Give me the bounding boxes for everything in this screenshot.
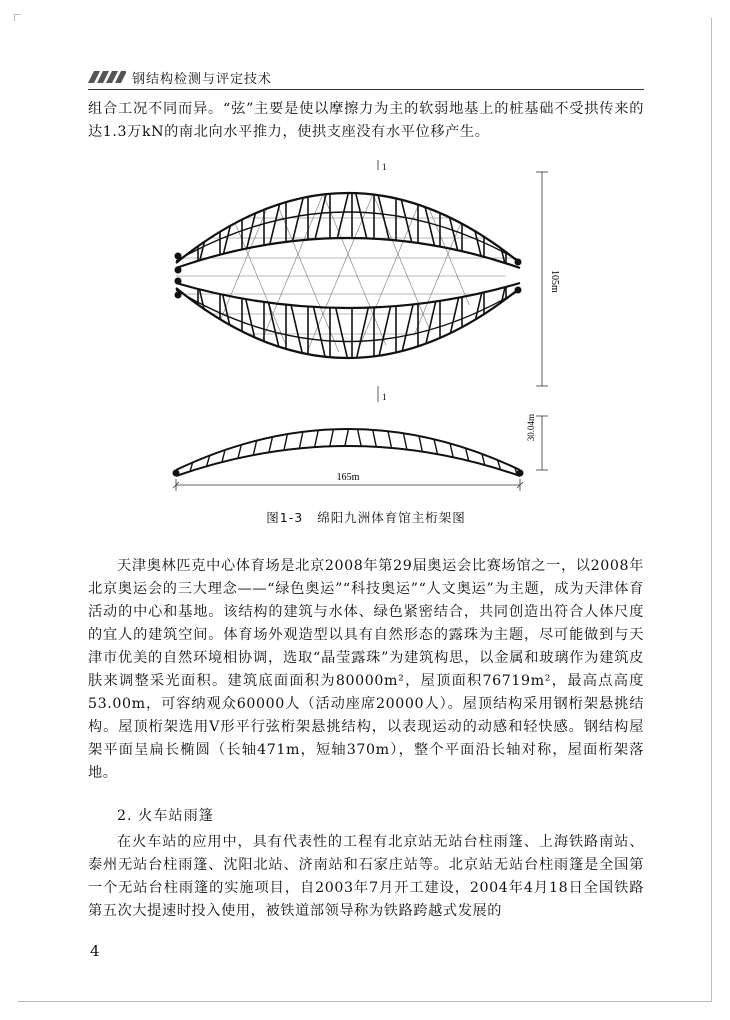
paragraph-text: 组合工况不同而异。“弦”主要是使以摩擦力为主的软弱地基上的桩基础不受拱传来的达1.3万kN的南北向水平推力，使拱支座没有水平位移产生。 <box>88 101 644 140</box>
page-number: 4 <box>90 942 100 960</box>
arch-elevation <box>173 408 523 478</box>
truss-figure <box>168 158 558 498</box>
section-heading: 2. 火车站雨篷 <box>117 808 214 824</box>
figure-caption <box>88 508 644 526</box>
height-dimension <box>536 416 548 470</box>
caption-text: 绵阳九洲体育馆主桁架图 <box>317 510 466 525</box>
stripe-bars-icon <box>88 71 126 83</box>
paragraph-intro <box>88 98 644 144</box>
header-rule <box>88 89 644 90</box>
width-dimension <box>536 172 548 386</box>
lower-main-truss <box>176 268 520 398</box>
page-corner-mark <box>14 14 21 21</box>
paragraph-tianjin-stadium <box>88 555 644 785</box>
paragraph-text: 天津奥林匹克中心体育场是北京2008年第29届奥运会比赛场馆之一，以2008年北京奥运会的三大理念——“绿色奥运”“科技奥运”“人文奥运”为主题，成为天津体育活动的中心和基地。该结构的建筑与水体、绿色紧密结合，共同创造出符合人体尺度的宜人的建筑空间。体育场外观造型以具有自然形态的露珠为主题，尽可能做到与天津市优美的自然环境相协调，选取“晶莹露珠”为建筑构思，以金属和玻璃作为建筑皮肤来调整采光面积。建筑底面面积为80000m²，屋顶面积76719m²，最高点高度53.00m，可容纳观众60000人（活动座席20000人）。屋顶结构采用钢桁架悬挑结构。屋顶桁架选用V形平行弦桁架悬挑结构，以表现运动的动感和轻快感。钢结构屋架平面呈扁长椭圆（长轴471m，短轴370m），整个平面沿长轴对称，屋面桁架落地。 <box>88 558 644 781</box>
section-mark-bottom: 1 <box>382 392 387 402</box>
paragraph-railway-canopy <box>88 831 644 923</box>
section-mark-top: 1 <box>382 162 387 172</box>
header-title: 钢结构检测与评定技术 <box>132 72 273 87</box>
paragraph-text: 在火车站的应用中，具有代表性的工程有北京站无站台柱雨篷、上海铁路南站、泰州无站台柱雨篷、沈阳北站、济南站和石家庄站等。北京站无站台柱雨篷是全国第一个无站台柱雨篷的实施项目，自2003年7月开工建设，2004年4月18日全国铁路第五次大提速时投入使用，被铁道部领导称为铁路跨越式发展的 <box>88 834 644 919</box>
plan-width-label: 105m <box>549 270 560 293</box>
span-label: 165m <box>336 472 360 483</box>
upper-main-truss <box>176 158 520 288</box>
caption-number: 图1-3 <box>266 510 304 525</box>
elevation-height-label: 30.04m <box>526 414 536 442</box>
running-header <box>88 68 644 86</box>
support-nodes <box>175 253 522 299</box>
